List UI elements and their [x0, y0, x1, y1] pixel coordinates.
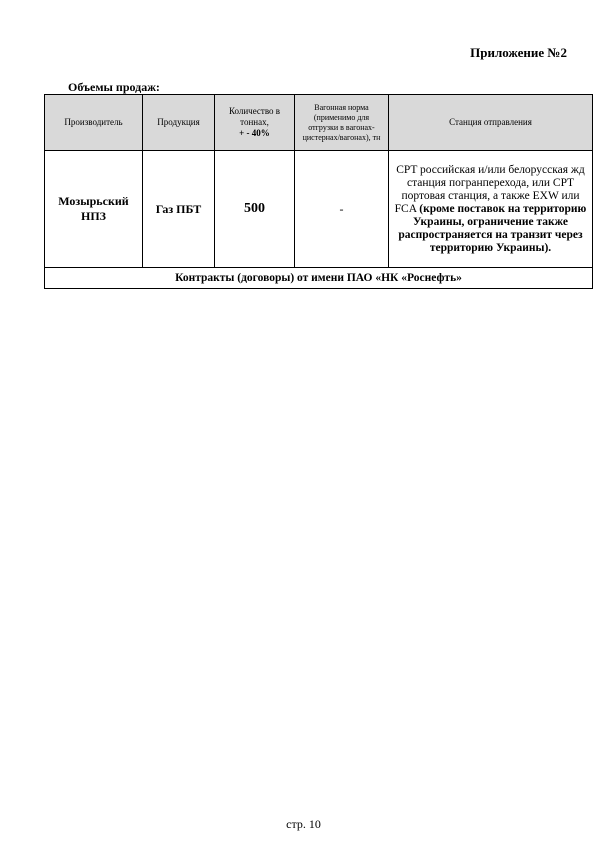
cell-producer: Мозырьский НПЗ [45, 151, 143, 268]
station-restriction: (кроме поставок на территорию Украины, ограничение также распространяется на транзит через территорию Украины). [398, 202, 587, 254]
header-quantity [215, 95, 295, 151]
table-header-row [45, 95, 593, 151]
cell-product: Газ ПБТ [143, 151, 215, 268]
header-product: Продукция [143, 95, 215, 151]
header-producer: Производитель [45, 95, 143, 151]
page-number: стр. 10 [286, 817, 321, 831]
header-station: Станция отправления [389, 95, 593, 151]
sales-volume-table [44, 94, 593, 289]
section-title: Объемы продаж: [68, 80, 160, 94]
station-terms: CPT российская и/или белорусская жд станция погранперехода, или CPT портовая станция, а также EXW или FCA [394, 163, 585, 215]
cell-station [389, 151, 593, 268]
cell-quantity: 500 [215, 151, 295, 268]
header-quantity-tolerance: + - 40% [239, 128, 270, 138]
appendix-title: Приложение №2 [470, 45, 567, 60]
table-footer-row [45, 268, 593, 289]
cell-wagon-norm: - [295, 151, 389, 268]
header-quantity-label: Количество в тоннах, [228, 106, 281, 127]
contracts-note: Контракты (договоры) от имени ПАО «НК «Роснефть» [45, 268, 593, 289]
header-wagon-norm: Вагонная норма (применимо для отгрузки в вагонах-цистернах/вагонах), тн [295, 95, 389, 151]
table-row [45, 151, 593, 268]
